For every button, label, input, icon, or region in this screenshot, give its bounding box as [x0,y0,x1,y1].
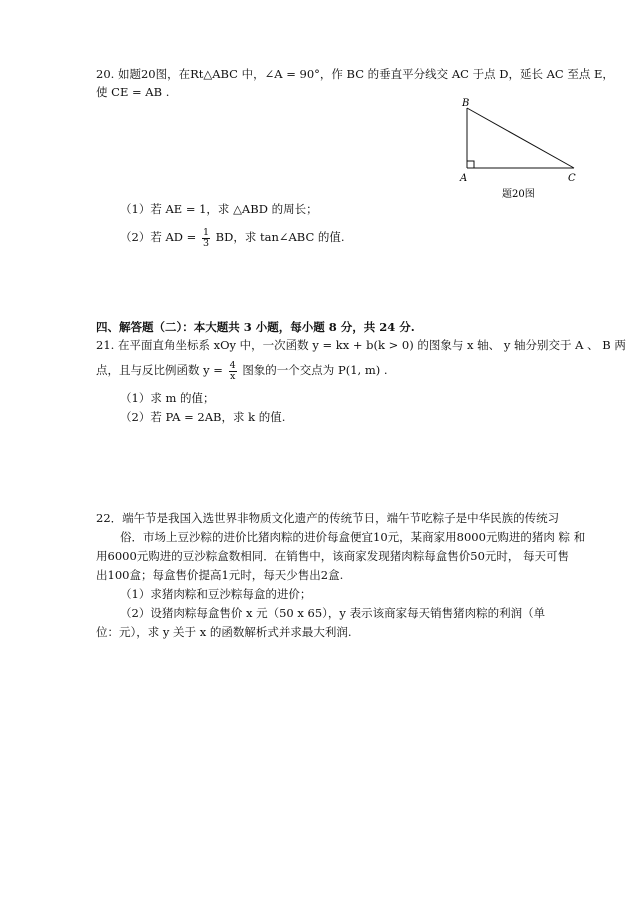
fraction-numerator: 4 [229,359,236,371]
figure-caption: 题20图 [502,189,535,200]
fraction-denominator: x [229,370,236,382]
q21-line2-pre: 点，且与反比例函数 y = [96,363,223,377]
q22-part2: （2）设猪肉粽每盒售价 x 元（50 x 65），y 表示该商家每天销售猪肉粽的利润（单 [120,606,546,620]
q21-part1: （1）求 m 的值； [120,391,215,405]
fraction-numerator: 1 [202,226,209,238]
fraction-denominator: 3 [202,237,209,249]
triangle-figure [455,96,590,204]
q22-line1: 22．端午节是我国入选世界非物质文化遗产的传统节日，端午节吃粽子是中华民族的传统习 [96,511,560,525]
q20-line2: 使 CE = AB . [96,85,170,99]
q22-line4: 出100盒；每盒售价提高1元时，每天少售出2盒. [96,568,344,582]
q22-part1: （1）求猪肉粽和豆沙粽每盒的进价； [120,587,312,601]
fraction-one-third [202,228,210,249]
q22-line2: 俗．市场上豆沙粽的进价比猪肉粽的进价每盒便宜10元，某商家用8000元购进的猪肉 粽 和 [120,530,586,544]
q20-part2-pre: （2）若 AD = [120,230,197,244]
label-c: C [568,173,576,184]
q22-part2-cont: 位：元），求 y 关于 x 的函数解析式并求最大利润. [96,625,352,639]
q21-line2 [96,359,388,382]
section4-heading: 四、解答题（二）：本大题共 3 小题，每小题 8 分，共 24 分. [96,320,415,334]
fraction-four-over-x [229,361,237,382]
q20-part1: （1）若 AE = 1，求 △ABD 的周长； [120,202,318,216]
q20-part2 [120,226,345,249]
q20-part2-post: BD，求 tan∠ABC 的值. [215,230,345,244]
q20-line1: 20. 如题20图，在Rt△ABC 中，∠A = 90°，作 BC 的垂直平分线交 AC 于点 D，延长 AC 至点 E， [96,67,614,81]
label-a: A [460,173,468,184]
q22-line3: 用6000元购进的豆沙粽盒数相同．在销售中，该商家发现猪肉粽每盒售价50元时， 每天可售 [96,549,570,563]
q21-line2-post: 图象的一个交点为 P(1, m) . [242,363,388,377]
label-b: B [462,98,470,109]
q21-part2: （2）若 PA = 2AB，求 k 的值. [120,410,286,424]
q21-line1: 21. 在平面直角坐标系 xOy 中，一次函数 y = kx + b(k > 0) 的图象与 x 轴、 y 轴分别交于 A 、 B 两 [96,338,626,352]
